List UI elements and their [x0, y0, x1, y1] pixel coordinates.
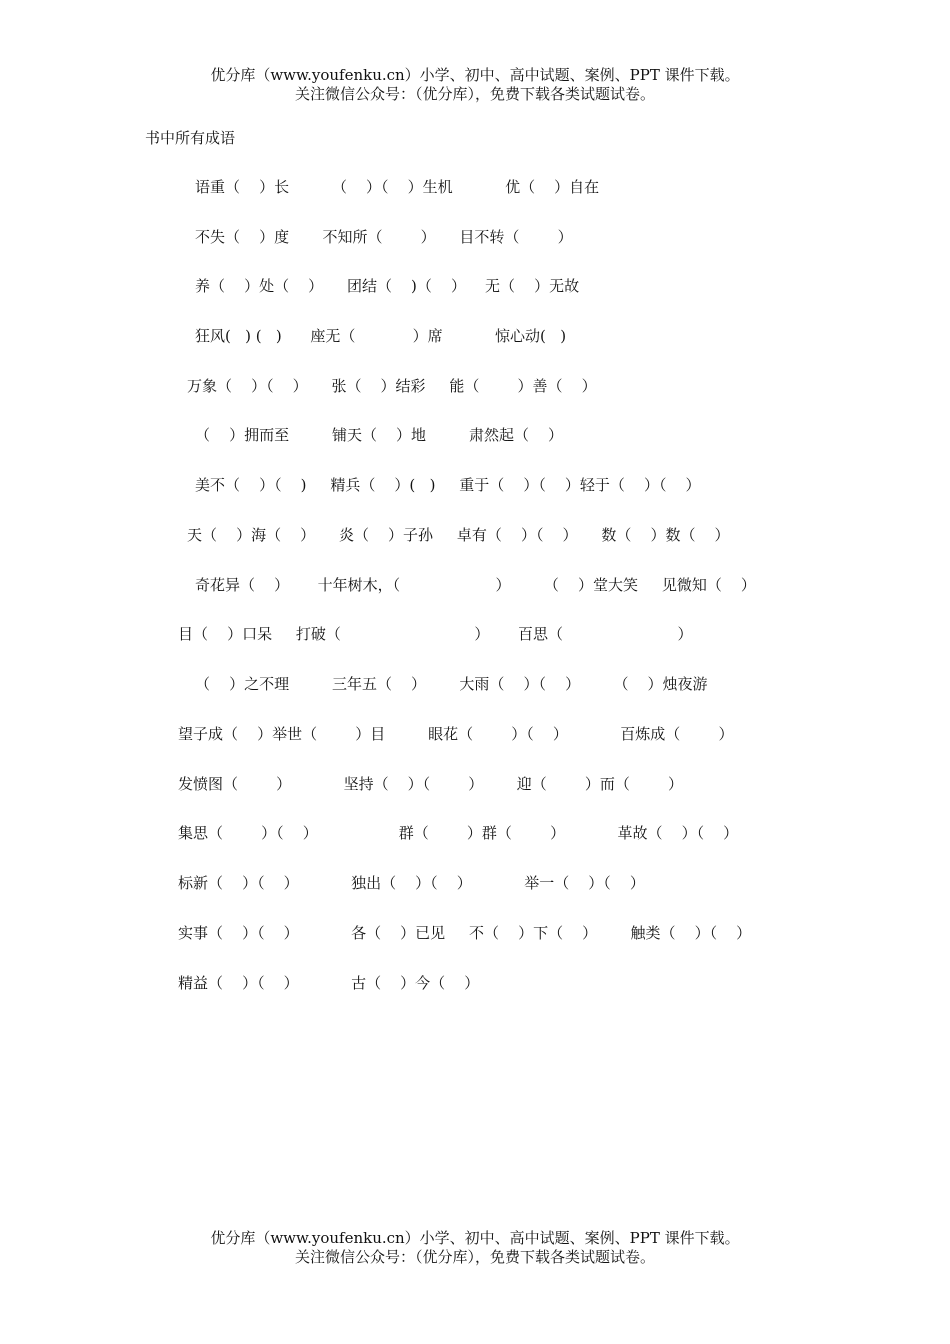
idiom-line: 望子成（ ）举世（ ）目 眼花（ ）（ ） 百炼成（ ） [178, 725, 734, 743]
header-line-1: 优分库（www.youfenku.cn）小学、初中、高中试题、案例、PPT 课件下载。 [210, 66, 740, 84]
idiom-line: 语重（ ）长 （ ）（ ）生机 优（ ）自在 [195, 178, 600, 196]
idiom-line: 发愤图（ ） 坚持（ ）（ ） 迎（ ）而（ ） [178, 775, 683, 793]
idiom-line: 狂风( ) ( ) 座无（ ）席 惊心动( ) [195, 327, 567, 345]
footer-line-1: 优分库（www.youfenku.cn）小学、初中、高中试题、案例、PPT 课件下载。 [210, 1229, 740, 1247]
footer-line-2: 关注微信公众号：（优分库），免费下载各类试题试卷。 [294, 1248, 655, 1266]
idiom-line: 养（ ）处（ ） 团结（ )（ ） 无（ ）无故 [195, 277, 580, 295]
document-title: 书中所有成语 [145, 129, 236, 147]
idiom-line: 集思（ ）（ ） 群（ ）群（ ） 革故（ ）（ ） [178, 824, 739, 842]
idiom-line: 美不（ ）（ ) 精兵（ ）( ) 重于（ ）（ ）轻于（ ）（ ） [195, 476, 701, 494]
idiom-line: 目（ ）口呆 打破（ ） 百思（ ） [178, 625, 693, 643]
idiom-line: 天（ ）海（ ） 炎（ ）子孙 卓有（ ）（ ） 数（ ）数（ ） [187, 526, 730, 544]
idiom-line: 实事（ ）（ ） 各（ ）已见 不（ ）下（ ） 触类（ ）（ ） [178, 924, 752, 942]
page-footer [0, 1229, 950, 1267]
idiom-line: （ ）之不理 三年五（ ） 大雨（ ）（ ） （ ）烛夜游 [195, 675, 708, 693]
idiom-line: 奇花异（ ） 十年树木，（ ） （ ）堂大笑 见微知（ ） [195, 576, 756, 594]
idiom-line: （ ）拥而至 铺天（ ）地 肃然起（ ） [195, 426, 564, 444]
idiom-line: 万象（ ）（ ） 张（ ）结彩 能（ ）善（ ） [187, 377, 597, 395]
idiom-line: 不失（ ）度 不知所（ ） 目不转（ ） [195, 228, 573, 246]
page-header [0, 66, 950, 104]
header-line-2: 关注微信公众号：（优分库），免费下载各类试题试卷。 [294, 85, 655, 103]
idiom-line: 精益（ ）（ ） 古（ ）今（ ） [178, 974, 480, 992]
idiom-line: 标新（ ）（ ） 独出（ ）（ ） 举一（ ）（ ） [178, 874, 645, 892]
